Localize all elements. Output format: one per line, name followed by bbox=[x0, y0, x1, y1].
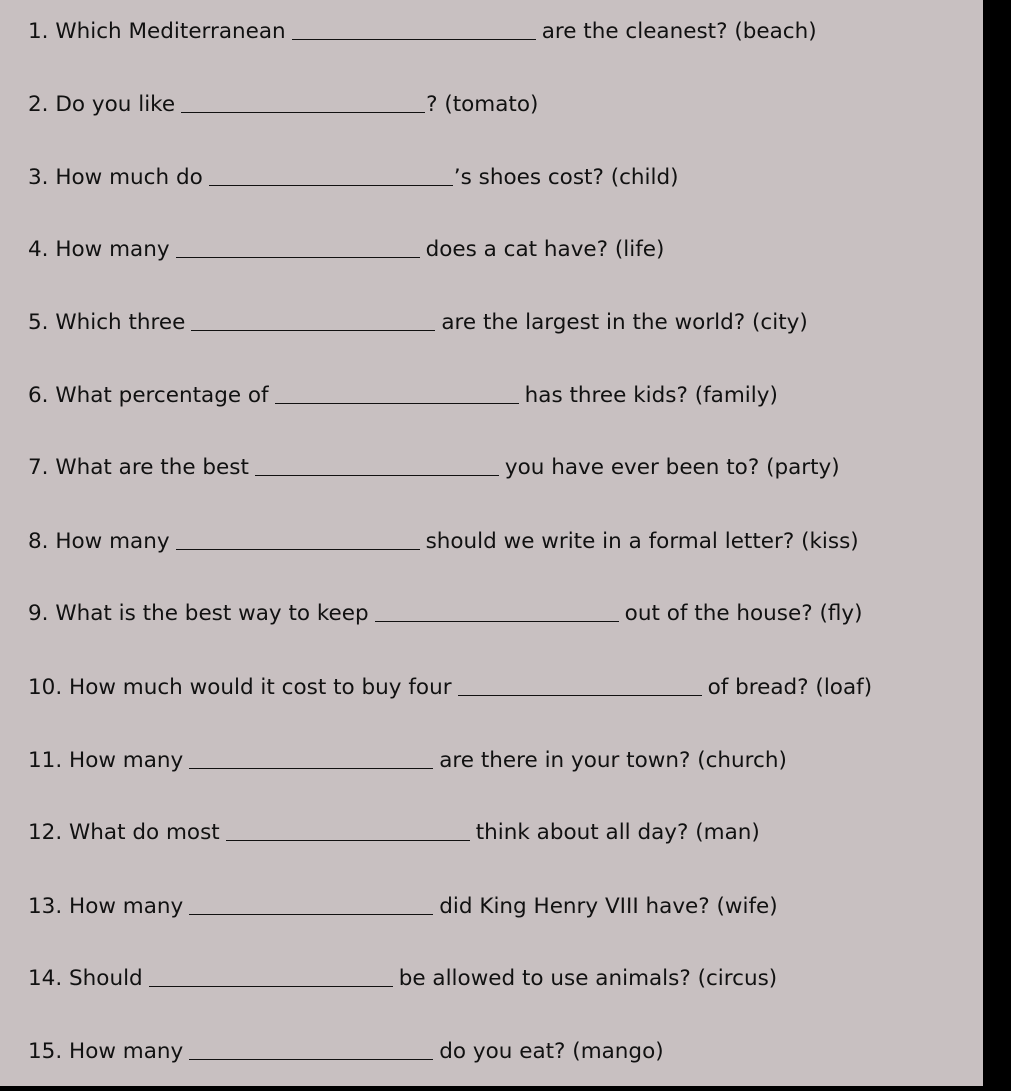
question-text-after: are the largest in the world? (city) bbox=[441, 310, 808, 335]
question-11 bbox=[28, 745, 787, 777]
question-10 bbox=[28, 672, 872, 704]
question-text-after: are there in your town? (church) bbox=[439, 748, 787, 773]
answer-blank bbox=[181, 111, 425, 113]
question-text-after: ’s shoes cost? (child) bbox=[453, 165, 679, 190]
question-text-after: are the cleanest? (beach) bbox=[541, 19, 817, 44]
question-7 bbox=[28, 452, 840, 484]
question-text-before: 7. What are the best bbox=[28, 455, 249, 480]
question-text-before: 15. How many bbox=[28, 1039, 184, 1064]
answer-blank bbox=[149, 985, 393, 987]
question-text-after: did King Henry VIII have? (wife) bbox=[439, 894, 778, 919]
question-text-before: 13. How many bbox=[28, 894, 184, 919]
question-text-after: should we write in a formal letter? (kiss) bbox=[425, 529, 859, 554]
answer-blank bbox=[189, 767, 433, 769]
question-text-after: think about all day? (man) bbox=[475, 820, 760, 845]
question-14 bbox=[28, 963, 777, 995]
question-text-before: 10. How much would it cost to buy four bbox=[28, 675, 452, 700]
question-13 bbox=[28, 891, 778, 923]
question-3 bbox=[28, 162, 679, 194]
question-text-before: 1. Which Mediterranean bbox=[28, 19, 286, 44]
question-text-after: do you eat? (mango) bbox=[439, 1039, 664, 1064]
question-text-before: 2. Do you like bbox=[28, 92, 176, 117]
question-text-after: ? (tomato) bbox=[426, 92, 539, 117]
question-text-before: 12. What do most bbox=[28, 820, 220, 845]
question-12 bbox=[28, 817, 760, 849]
question-text-before: 14. Should bbox=[28, 966, 143, 991]
answer-blank bbox=[176, 256, 420, 258]
answer-blank bbox=[176, 548, 420, 550]
answer-blank bbox=[255, 474, 499, 476]
question-text-after: you have ever been to? (party) bbox=[504, 455, 840, 480]
question-text-before: 3. How much do bbox=[28, 165, 203, 190]
question-text-after: has three kids? (family) bbox=[524, 383, 778, 408]
answer-blank bbox=[191, 329, 435, 331]
answer-blank bbox=[209, 184, 453, 186]
question-text-before: 5. Which three bbox=[28, 310, 186, 335]
question-text-before: 11. How many bbox=[28, 748, 184, 773]
answer-blank bbox=[275, 402, 519, 404]
question-text-after: out of the house? (fly) bbox=[624, 601, 863, 626]
answer-blank bbox=[375, 620, 619, 622]
question-5 bbox=[28, 307, 808, 339]
question-1 bbox=[28, 16, 817, 48]
answer-blank bbox=[226, 839, 470, 841]
question-2 bbox=[28, 89, 538, 121]
question-text-after: be allowed to use animals? (circus) bbox=[398, 966, 778, 991]
question-9 bbox=[28, 598, 863, 630]
answer-blank bbox=[189, 913, 433, 915]
question-text-before: 9. What is the best way to keep bbox=[28, 601, 369, 626]
question-4 bbox=[28, 234, 664, 266]
answer-blank bbox=[189, 1058, 433, 1060]
question-text-before: 6. What percentage of bbox=[28, 383, 269, 408]
question-text-after: of bread? (loaf) bbox=[707, 675, 873, 700]
question-8 bbox=[28, 526, 859, 558]
question-text-before: 8. How many bbox=[28, 529, 170, 554]
question-15 bbox=[28, 1036, 664, 1068]
answer-blank bbox=[458, 694, 702, 696]
answer-blank bbox=[292, 38, 536, 40]
question-6 bbox=[28, 380, 778, 412]
question-text-before: 4. How many bbox=[28, 237, 170, 262]
question-text-after: does a cat have? (life) bbox=[425, 237, 665, 262]
